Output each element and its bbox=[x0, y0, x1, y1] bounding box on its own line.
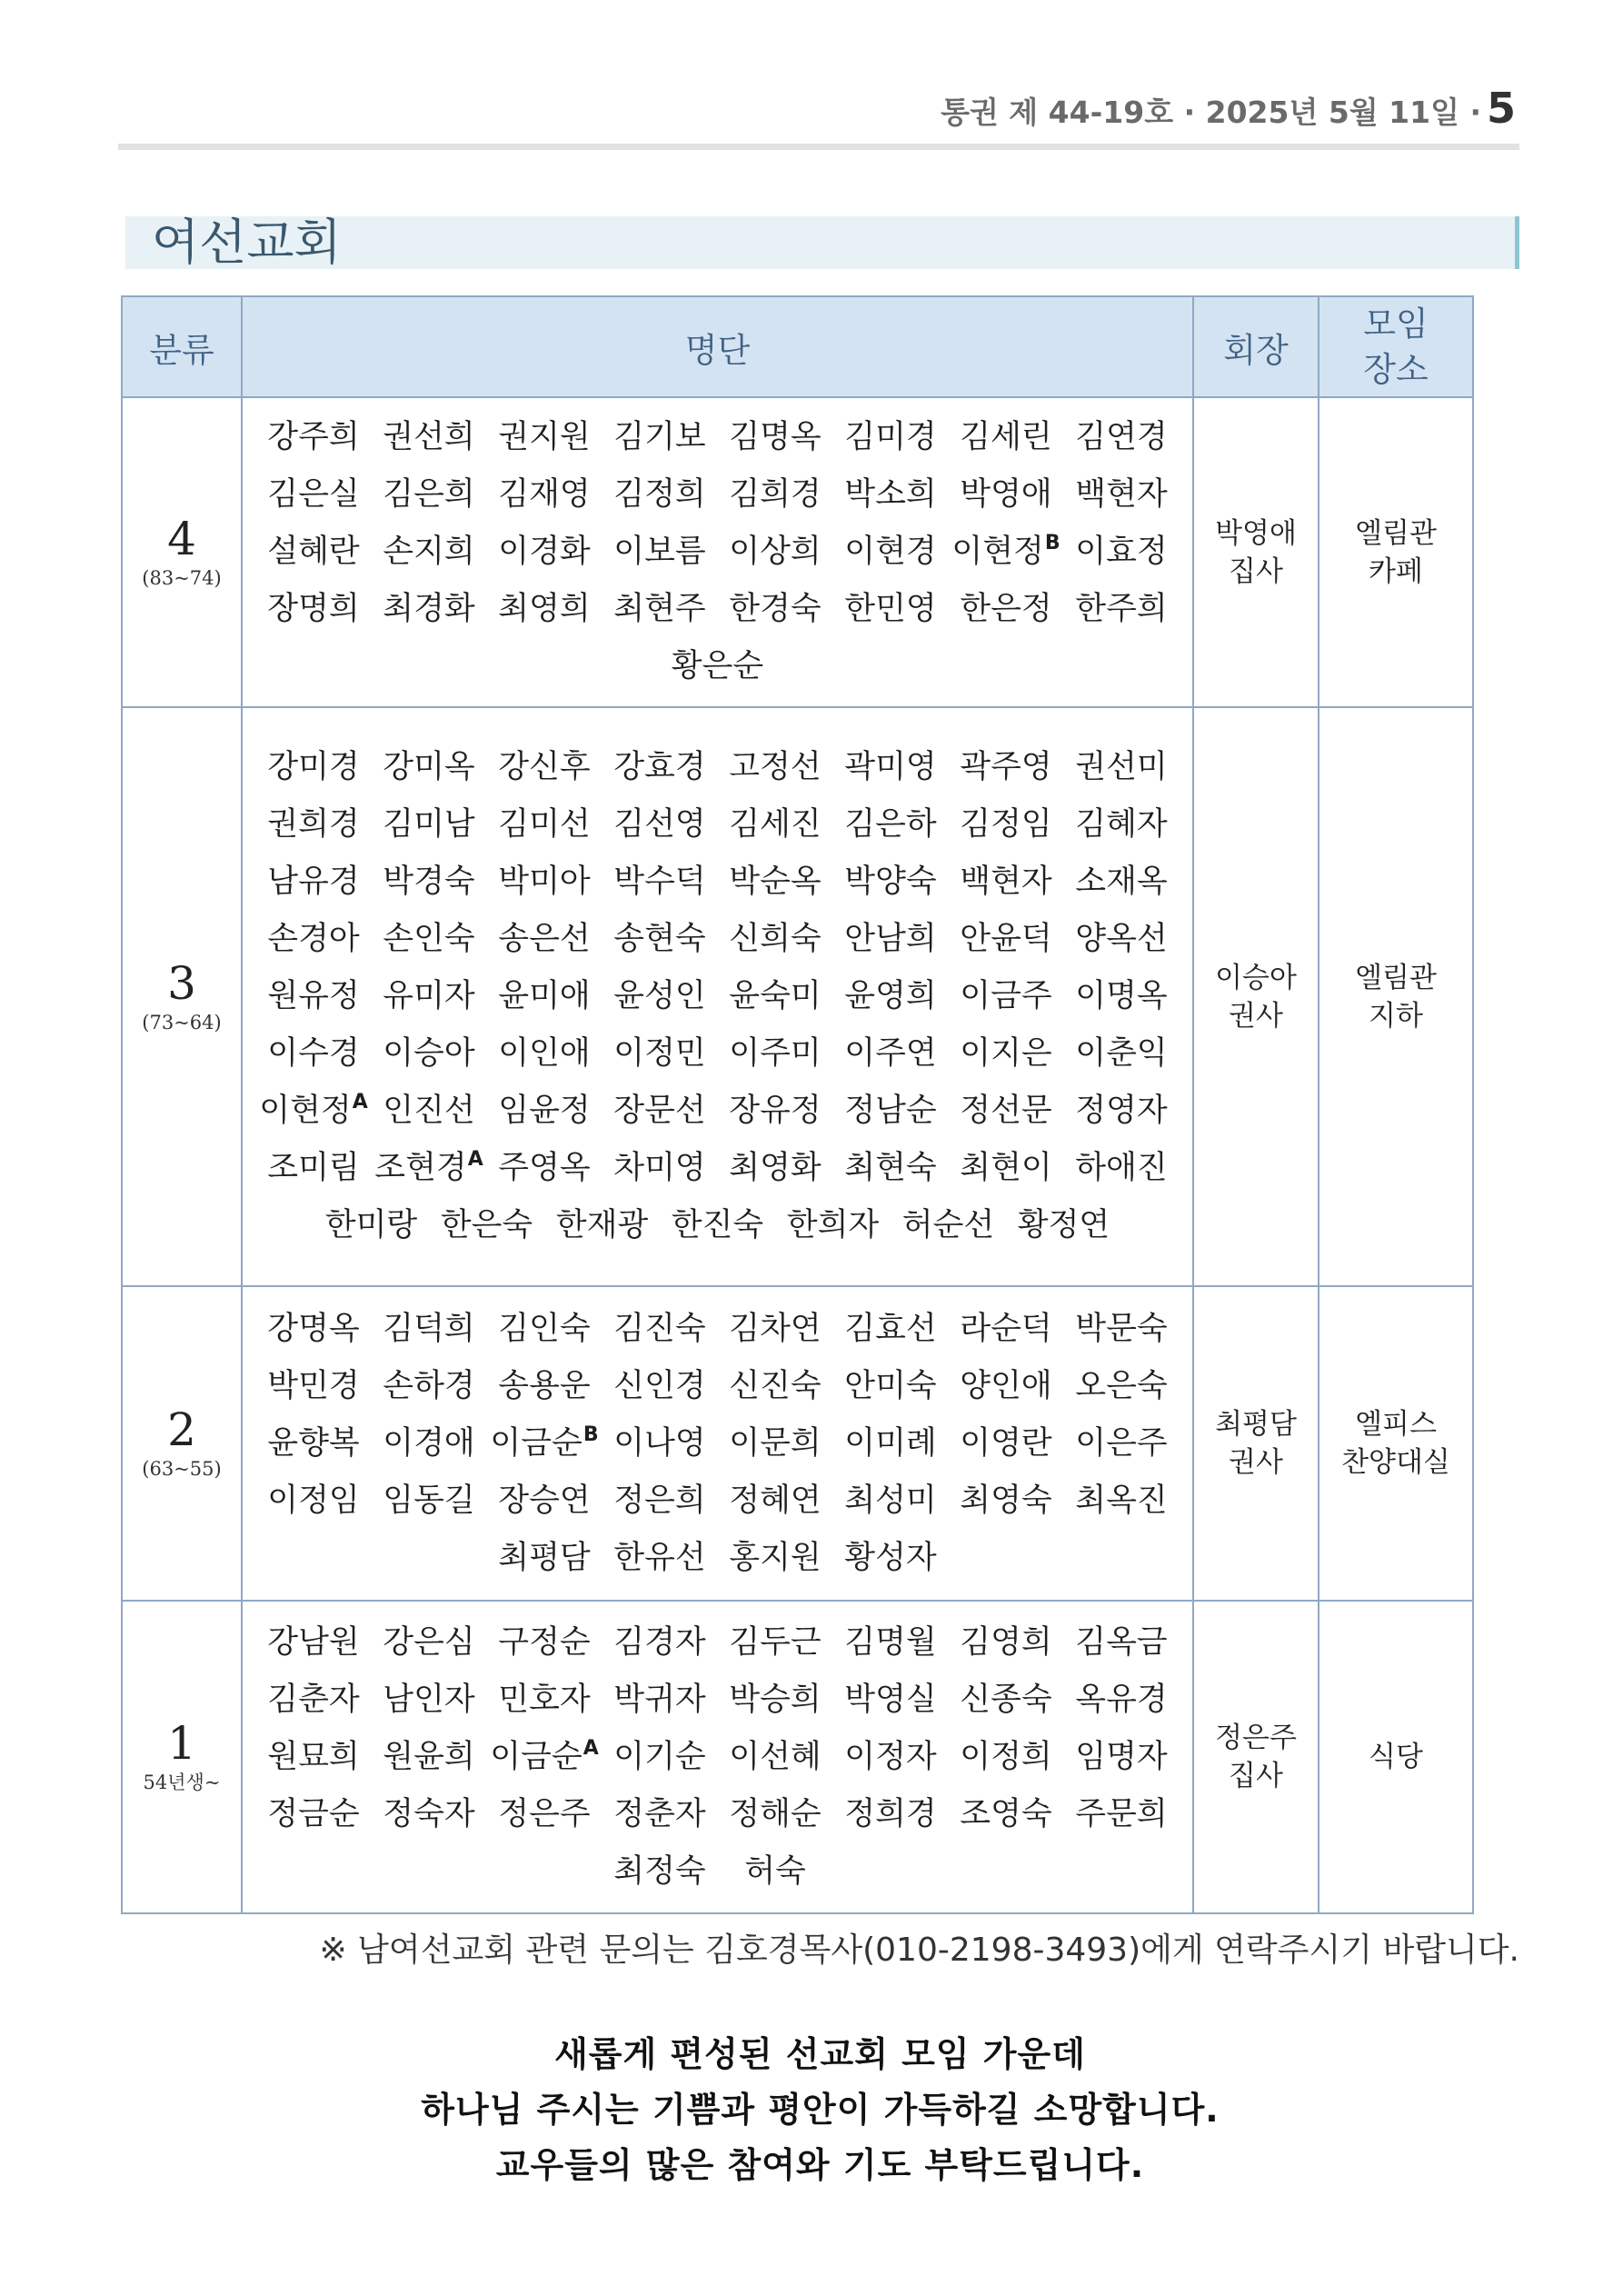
member-name: 주문희 bbox=[1075, 1795, 1168, 1832]
member-name: 임명자 bbox=[1075, 1738, 1168, 1775]
names-cell bbox=[242, 707, 1193, 1286]
member-name: 차미영 bbox=[613, 1150, 706, 1186]
member-name: 이승아 bbox=[383, 1035, 475, 1072]
member-name: 김미선 bbox=[498, 806, 591, 843]
member-name: 박문숙 bbox=[1075, 1310, 1168, 1347]
header-divider bbox=[118, 144, 1519, 150]
place-line2: 찬양대실 bbox=[1341, 1446, 1450, 1479]
member-name: 이미례 bbox=[844, 1424, 937, 1462]
member-name: 이현경 bbox=[844, 534, 937, 570]
name-line bbox=[243, 1140, 1192, 1197]
name-line bbox=[243, 1786, 1192, 1843]
member-mark: B bbox=[582, 1423, 599, 1446]
president-title: 권사 bbox=[1229, 1446, 1283, 1479]
member-name: 장유정 bbox=[729, 1093, 821, 1129]
member-name: 김춘자 bbox=[267, 1681, 360, 1718]
member-name: 주영옥 bbox=[498, 1150, 591, 1186]
name-line bbox=[243, 1729, 1192, 1786]
name-line bbox=[243, 1843, 1192, 1901]
group-number: 3 bbox=[167, 956, 196, 1010]
member-name: 박순옥 bbox=[729, 863, 821, 900]
member-name: 박귀자 bbox=[613, 1681, 706, 1718]
member-name: 김미남 bbox=[383, 806, 475, 843]
member-name: 허순선 bbox=[901, 1207, 995, 1243]
member-name: 김은하 bbox=[844, 806, 937, 843]
member-name: 이보름 bbox=[613, 534, 706, 570]
member-name: 안윤덕 bbox=[960, 921, 1052, 957]
member-name: 김기보 bbox=[613, 419, 706, 455]
place-line2: 카페 bbox=[1369, 554, 1423, 588]
header-president: 회장 bbox=[1193, 296, 1319, 397]
member-name: 박민경 bbox=[267, 1367, 360, 1404]
member-name: 조미림 bbox=[267, 1150, 360, 1186]
member-name: 강효경 bbox=[613, 749, 706, 785]
name-line bbox=[243, 1472, 1192, 1530]
member-name: 최정숙 bbox=[613, 1852, 706, 1890]
member-name: 권희경 bbox=[267, 806, 360, 843]
president-title: 집사 bbox=[1229, 1760, 1283, 1792]
name-line bbox=[243, 1358, 1192, 1415]
member-name: 김옥금 bbox=[1075, 1623, 1168, 1661]
group-cell bbox=[122, 397, 242, 707]
header-place bbox=[1319, 296, 1473, 397]
name-line bbox=[243, 466, 1192, 524]
member-name: 강은심 bbox=[383, 1623, 475, 1661]
member-name: 김정임 bbox=[960, 806, 1052, 843]
member-name: 이춘익 bbox=[1075, 1035, 1168, 1072]
member-name: 한은숙 bbox=[440, 1207, 533, 1243]
member-name: 한주희 bbox=[1075, 591, 1168, 627]
member-name: 신종숙 bbox=[960, 1681, 1052, 1718]
member-name: 최영희 bbox=[498, 591, 591, 627]
member-name: 정춘자 bbox=[613, 1795, 706, 1832]
table-row bbox=[122, 397, 1473, 707]
member-name: 한재광 bbox=[555, 1207, 649, 1243]
place-line1: 엘피스 bbox=[1355, 1408, 1437, 1441]
member-name: 김미경 bbox=[844, 419, 937, 455]
member-name: 박수덕 bbox=[613, 863, 706, 900]
name-line bbox=[243, 1614, 1192, 1672]
member-name: 하애진 bbox=[1075, 1150, 1168, 1186]
member-name: 정은주 bbox=[498, 1795, 591, 1832]
member-name bbox=[487, 1415, 602, 1472]
member-name: 이선혜 bbox=[729, 1738, 821, 1775]
president-cell bbox=[1193, 1601, 1319, 1913]
member-name: 신인경 bbox=[613, 1367, 706, 1404]
member-name: 정숙자 bbox=[383, 1795, 475, 1832]
member-name: 김경자 bbox=[613, 1623, 706, 1661]
closing-line: 하나님 주시는 기쁨과 평안이 가득하길 소망합니다. bbox=[421, 2090, 1220, 2130]
member-name: 김효선 bbox=[844, 1310, 937, 1347]
name-line bbox=[243, 581, 1192, 638]
member-name: 원유정 bbox=[267, 978, 360, 1014]
member-name-text: 이금순 bbox=[490, 1424, 582, 1462]
name-line bbox=[243, 1197, 1192, 1254]
section-title: 여선교회 bbox=[152, 214, 342, 271]
member-name: 김인숙 bbox=[498, 1310, 591, 1347]
header-names: 명단 bbox=[242, 296, 1193, 397]
member-name: 김진숙 bbox=[613, 1310, 706, 1347]
president-name: 박영애 bbox=[1215, 516, 1297, 550]
member-name: 손인숙 bbox=[383, 921, 475, 957]
header-category: 분류 bbox=[122, 296, 242, 397]
member-name: 이경화 bbox=[498, 534, 591, 570]
member-name: 옥유경 bbox=[1075, 1681, 1168, 1718]
place-cell bbox=[1319, 707, 1473, 1286]
place-cell bbox=[1319, 1286, 1473, 1601]
table-header-row bbox=[122, 296, 1473, 397]
member-name: 김세린 bbox=[960, 419, 1052, 455]
president-cell bbox=[1193, 397, 1319, 707]
contact-notice: ※ 남여선교회 관련 문의는 김호경목사(010-2198-3493)에게 연락주시기 바랍니다. bbox=[319, 1932, 1519, 1969]
president-name: 정은주 bbox=[1215, 1722, 1297, 1754]
member-name: 한미랑 bbox=[324, 1207, 418, 1243]
member-name-text: 이금순 bbox=[490, 1738, 582, 1775]
page-header bbox=[941, 84, 1516, 135]
member-name: 한유선 bbox=[613, 1539, 706, 1576]
table-row bbox=[122, 707, 1473, 1286]
member-name-text: 이현정 bbox=[951, 534, 1044, 570]
member-name: 이인애 bbox=[498, 1035, 591, 1072]
member-name: 윤영희 bbox=[844, 978, 937, 1014]
member-name: 이영란 bbox=[960, 1424, 1052, 1462]
member-name: 정선문 bbox=[960, 1093, 1052, 1129]
member-name: 이은주 bbox=[1075, 1424, 1168, 1462]
place-line2: 지하 bbox=[1369, 999, 1423, 1033]
member-name: 박승희 bbox=[729, 1681, 821, 1718]
roster-table bbox=[121, 295, 1474, 1914]
member-name: 이정민 bbox=[613, 1035, 706, 1072]
member-name: 이경애 bbox=[383, 1424, 475, 1462]
member-name: 손지희 bbox=[383, 534, 475, 570]
member-mark: A bbox=[352, 1091, 368, 1113]
group-cell bbox=[122, 1601, 242, 1913]
member-name: 허숙 bbox=[744, 1852, 806, 1890]
member-name: 곽주영 bbox=[960, 749, 1052, 785]
member-name: 최옥진 bbox=[1075, 1482, 1168, 1519]
member-name: 장문선 bbox=[613, 1093, 706, 1129]
member-name: 고정선 bbox=[729, 749, 821, 785]
name-line bbox=[243, 739, 1192, 796]
member-name: 강미경 bbox=[267, 749, 360, 785]
place-cell bbox=[1319, 397, 1473, 707]
member-name: 박소희 bbox=[844, 476, 937, 513]
member-name: 안미숙 bbox=[844, 1367, 937, 1404]
closing-message bbox=[121, 2027, 1519, 2193]
member-name: 황성자 bbox=[844, 1539, 937, 1576]
member-name: 신희숙 bbox=[729, 921, 821, 957]
member-name: 김정희 bbox=[613, 476, 706, 513]
member-name: 강신후 bbox=[498, 749, 591, 785]
member-name: 한진숙 bbox=[671, 1207, 764, 1243]
group-cell bbox=[122, 707, 242, 1286]
member-name: 한희자 bbox=[786, 1207, 880, 1243]
member-name: 김연경 bbox=[1075, 419, 1168, 455]
member-name: 이금주 bbox=[960, 978, 1052, 1014]
name-line bbox=[243, 1415, 1192, 1472]
member-name-text: 조현경 bbox=[374, 1150, 467, 1186]
member-name bbox=[487, 1729, 602, 1786]
member-name: 최경화 bbox=[383, 591, 475, 627]
member-name: 이주연 bbox=[844, 1035, 937, 1072]
member-name: 김은희 bbox=[383, 476, 475, 513]
place-line1: 엘림관 bbox=[1355, 516, 1437, 550]
member-name: 김두근 bbox=[729, 1623, 821, 1661]
member-name: 이명옥 bbox=[1075, 978, 1168, 1014]
president-cell bbox=[1193, 707, 1319, 1286]
member-name: 최영화 bbox=[729, 1150, 821, 1186]
member-name: 남인자 bbox=[383, 1681, 475, 1718]
member-name: 김재영 bbox=[498, 476, 591, 513]
member-name: 양인애 bbox=[960, 1367, 1052, 1404]
member-name: 권선미 bbox=[1075, 749, 1168, 785]
member-name: 최평담 bbox=[498, 1539, 591, 1576]
member-name: 정금순 bbox=[267, 1795, 360, 1832]
member-name: 윤미애 bbox=[498, 978, 591, 1014]
member-name: 이상희 bbox=[729, 534, 821, 570]
group-range: 54년생~ bbox=[143, 1772, 221, 1793]
closing-line: 새롭게 편성된 선교회 모임 가운데 bbox=[554, 2034, 1086, 2074]
member-name: 최현주 bbox=[613, 591, 706, 627]
member-name: 이기순 bbox=[613, 1738, 706, 1775]
president-name: 이승아 bbox=[1215, 961, 1297, 994]
member-name: 정해순 bbox=[729, 1795, 821, 1832]
member-name: 남유경 bbox=[267, 863, 360, 900]
member-name: 홍지원 bbox=[729, 1539, 821, 1576]
member-name: 김은실 bbox=[267, 476, 360, 513]
member-name bbox=[372, 1140, 487, 1197]
member-name: 윤숙미 bbox=[729, 978, 821, 1014]
member-name: 최현숙 bbox=[844, 1150, 937, 1186]
member-name: 송현숙 bbox=[613, 921, 706, 957]
member-name: 안남희 bbox=[844, 921, 937, 957]
closing-line: 교우들의 많은 참여와 기도 부탁드립니다. bbox=[495, 2145, 1145, 2185]
member-name: 정영자 bbox=[1075, 1093, 1168, 1129]
member-name: 설혜란 bbox=[267, 534, 360, 570]
name-line bbox=[243, 1672, 1192, 1729]
member-name: 정남순 bbox=[844, 1093, 937, 1129]
page-number: 5 bbox=[1486, 84, 1516, 133]
member-name: 이정자 bbox=[844, 1738, 937, 1775]
name-line bbox=[243, 911, 1192, 968]
member-name: 최현이 bbox=[960, 1150, 1052, 1186]
member-name: 이주미 bbox=[729, 1035, 821, 1072]
name-line bbox=[243, 524, 1192, 581]
member-name: 유미자 bbox=[383, 978, 475, 1014]
name-line bbox=[243, 1025, 1192, 1083]
member-name: 최성미 bbox=[844, 1482, 937, 1519]
member-name: 윤향복 bbox=[267, 1424, 360, 1462]
member-name: 최영숙 bbox=[960, 1482, 1052, 1519]
names-cell bbox=[242, 1601, 1193, 1913]
name-line bbox=[243, 638, 1192, 695]
name-line bbox=[243, 796, 1192, 854]
member-name: 김영희 bbox=[960, 1623, 1052, 1661]
member-name: 김선영 bbox=[613, 806, 706, 843]
member-name: 김명월 bbox=[844, 1623, 937, 1661]
member-name: 민호자 bbox=[498, 1681, 591, 1718]
member-name: 송은선 bbox=[498, 921, 591, 957]
group-number: 4 bbox=[167, 512, 196, 565]
name-line bbox=[243, 1530, 1192, 1587]
member-name: 박미아 bbox=[498, 863, 591, 900]
header-place-line1: 모임 bbox=[1363, 304, 1429, 344]
member-mark: B bbox=[1044, 532, 1060, 554]
member-name: 이정임 bbox=[267, 1482, 360, 1519]
member-name: 정은희 bbox=[613, 1482, 706, 1519]
member-name: 인진선 bbox=[383, 1093, 475, 1129]
name-line bbox=[243, 1083, 1192, 1140]
header-place-line2: 장소 bbox=[1363, 349, 1429, 389]
name-line bbox=[243, 968, 1192, 1025]
member-name: 송용운 bbox=[498, 1367, 591, 1404]
member-name: 신진숙 bbox=[729, 1367, 821, 1404]
member-name: 이정희 bbox=[960, 1738, 1052, 1775]
president-name: 최평담 bbox=[1215, 1408, 1297, 1441]
member-name: 권지원 bbox=[498, 419, 591, 455]
names-cell bbox=[242, 1286, 1193, 1601]
name-line bbox=[243, 1301, 1192, 1358]
president-cell bbox=[1193, 1286, 1319, 1601]
member-name: 백현자 bbox=[960, 863, 1052, 900]
member-name: 손경아 bbox=[267, 921, 360, 957]
member-name: 윤성인 bbox=[613, 978, 706, 1014]
member-name: 박양숙 bbox=[844, 863, 937, 900]
issue-info: 통권 제 44-19호 · 2025년 5월 11일 · bbox=[941, 95, 1481, 130]
member-name: 한경숙 bbox=[729, 591, 821, 627]
member-name: 장승연 bbox=[498, 1482, 591, 1519]
place-cell bbox=[1319, 1601, 1473, 1913]
member-name: 곽미영 bbox=[844, 749, 937, 785]
member-name: 손하경 bbox=[383, 1367, 475, 1404]
member-name: 정희경 bbox=[844, 1795, 937, 1832]
place-line1: 엘림관 bbox=[1355, 961, 1437, 994]
name-line bbox=[243, 854, 1192, 911]
member-name: 김희경 bbox=[729, 476, 821, 513]
member-mark: A bbox=[582, 1736, 599, 1760]
member-name: 라순덕 bbox=[960, 1310, 1052, 1347]
president-title: 집사 bbox=[1229, 554, 1283, 588]
member-name: 양옥선 bbox=[1075, 921, 1168, 957]
member-name: 김명옥 bbox=[729, 419, 821, 455]
member-name: 원윤희 bbox=[383, 1738, 475, 1775]
member-name: 장명희 bbox=[267, 591, 360, 627]
member-name: 김차연 bbox=[729, 1310, 821, 1347]
member-name: 권선희 bbox=[383, 419, 475, 455]
table-row bbox=[122, 1601, 1473, 1913]
member-name: 김혜자 bbox=[1075, 806, 1168, 843]
member-name: 소재옥 bbox=[1075, 863, 1168, 900]
group-range: (83~74) bbox=[142, 566, 222, 589]
member-name: 이문희 bbox=[729, 1424, 821, 1462]
member-name: 이수경 bbox=[267, 1035, 360, 1072]
group-range: (73~64) bbox=[142, 1011, 222, 1033]
member-name: 강미옥 bbox=[383, 749, 475, 785]
place-line1: 식당 bbox=[1369, 1741, 1423, 1773]
member-name: 박경숙 bbox=[383, 863, 475, 900]
member-name: 박영애 bbox=[960, 476, 1052, 513]
member-name: 황은순 bbox=[671, 648, 764, 684]
member-mark: A bbox=[467, 1148, 483, 1171]
group-number: 1 bbox=[167, 1717, 196, 1770]
member-name: 이효정 bbox=[1075, 534, 1168, 570]
names-cell bbox=[242, 397, 1193, 707]
member-name: 이지은 bbox=[960, 1035, 1052, 1072]
member-name: 이나영 bbox=[613, 1424, 706, 1462]
group-range: (63~55) bbox=[142, 1458, 222, 1480]
group-cell bbox=[122, 1286, 242, 1601]
member-name: 구정순 bbox=[498, 1623, 591, 1661]
member-name: 강주희 bbox=[267, 419, 360, 455]
member-name: 김세진 bbox=[729, 806, 821, 843]
member-name: 백현자 bbox=[1075, 476, 1168, 513]
name-line bbox=[243, 409, 1192, 466]
member-name-text: 이현정 bbox=[259, 1093, 352, 1129]
member-name: 박영실 bbox=[844, 1681, 937, 1718]
member-name: 조영숙 bbox=[960, 1795, 1052, 1832]
member-name: 정혜연 bbox=[729, 1482, 821, 1519]
member-name: 오은숙 bbox=[1075, 1367, 1168, 1404]
group-number: 2 bbox=[167, 1403, 196, 1456]
member-name: 원묘희 bbox=[267, 1738, 360, 1775]
member-name: 임동길 bbox=[383, 1482, 475, 1519]
president-title: 권사 bbox=[1229, 999, 1283, 1033]
table-row bbox=[122, 1286, 1473, 1601]
member-name: 한민영 bbox=[844, 591, 937, 627]
member-name bbox=[949, 524, 1064, 581]
section-title-bar bbox=[125, 216, 1519, 269]
member-name: 임윤정 bbox=[498, 1093, 591, 1129]
member-name: 강명옥 bbox=[267, 1310, 360, 1347]
member-name: 강남원 bbox=[267, 1623, 360, 1661]
member-name: 김덕희 bbox=[383, 1310, 475, 1347]
member-name: 황정연 bbox=[1017, 1207, 1110, 1243]
member-name: 한은정 bbox=[960, 591, 1052, 627]
member-name bbox=[256, 1083, 372, 1140]
